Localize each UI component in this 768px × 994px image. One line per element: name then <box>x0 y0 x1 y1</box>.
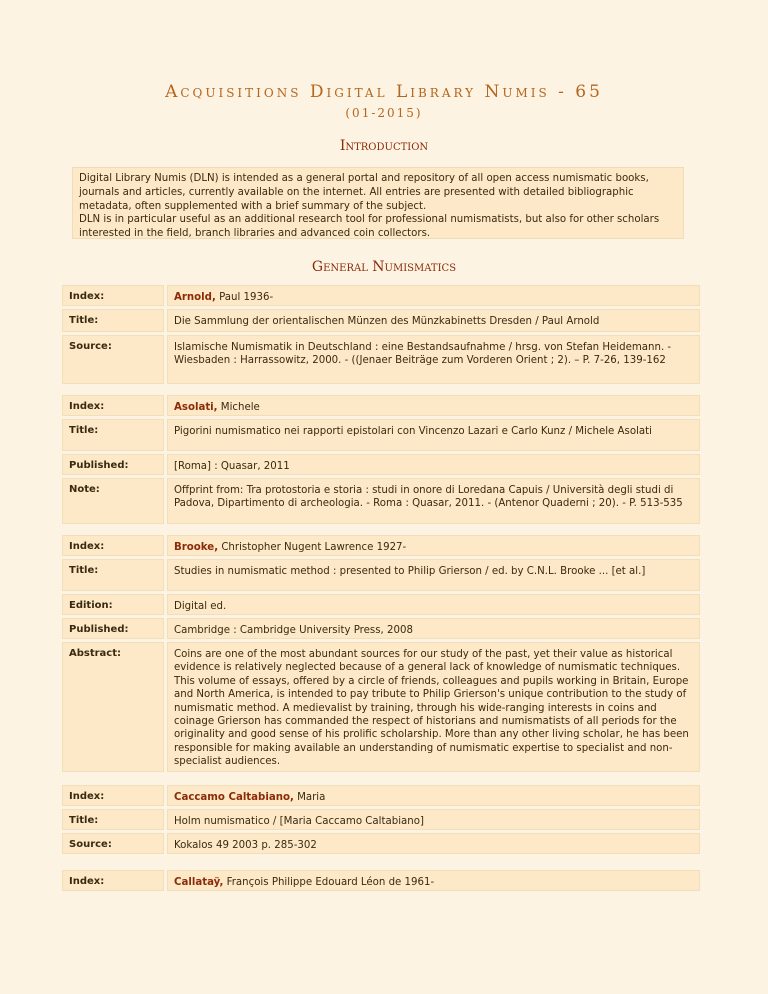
entry-row-title <box>62 559 700 591</box>
source-label: Source: <box>62 335 164 384</box>
section-heading: General Numismatics <box>311 259 457 275</box>
entry-row-index <box>62 535 700 556</box>
entry-row-edition <box>62 594 700 615</box>
author-surname: Brooke, <box>174 542 219 553</box>
note-value: Offprint from: Tra protostoria e storia : studi in onore di Loredana Capuis / Università degli studi di Padova, Dipartimento di archeologia. - Roma : Quasar, 2011. - (Antenor Quaderni ; 20). - P. 513-535 <box>167 478 700 524</box>
page-subtitle: (01-2015) <box>345 106 423 120</box>
intro-paragraph: Digital Library Numis (DLN) is intended as a general portal and repository of all open access numismatic books, journals and articles, currently available on the internet. All entries are presented with detailed bibliographic metadata, often supplemented with a brief summary of the subject. <box>79 173 649 212</box>
index-label: Index: <box>62 785 164 806</box>
title-label: Title: <box>62 559 164 591</box>
abstract-label: Abstract: <box>62 642 164 772</box>
index-label: Index: <box>62 395 164 416</box>
title-value: Holm numismatico / [Maria Caccamo Caltabiano] <box>167 809 700 830</box>
author-given: Christopher Nugent Lawrence 1927- <box>218 542 407 553</box>
entry-row-source <box>62 833 700 854</box>
edition-label: Edition: <box>62 594 164 615</box>
index-label: Index: <box>62 870 164 891</box>
page-title: Acquisitions Digital Library Numis - 65 <box>165 82 603 102</box>
title-label: Title: <box>62 419 164 451</box>
entry-row-title <box>62 309 700 332</box>
title-value: Pigorini numismatico nei rapporti epistolari con Vincenzo Lazari e Carlo Kunz / Michele Asolati <box>167 419 700 451</box>
author-given: François Philippe Edouard Léon de 1961- <box>223 877 435 888</box>
intro-paragraph: DLN is in particular useful as an additional research tool for professional numismatists, but also for other scholars interested in the field, branch libraries and advanced coin collectors. <box>79 214 660 240</box>
author-given: Paul 1936- <box>215 292 274 303</box>
intro-heading: Introduction <box>339 138 429 154</box>
index-value <box>167 395 700 416</box>
published-value: Cambridge : Cambridge University Press, 2008 <box>167 618 700 639</box>
author-surname: Caccamo Caltabiano, <box>174 792 294 803</box>
entry-row-published <box>62 454 700 475</box>
author-given: Michele <box>217 402 260 413</box>
entry-row-index <box>62 395 700 416</box>
index-value <box>167 285 700 306</box>
title-label: Title: <box>62 309 164 332</box>
index-label: Index: <box>62 285 164 306</box>
entry-row-abstract <box>62 642 700 772</box>
published-value: [Roma] : Quasar, 2011 <box>167 454 700 475</box>
source-label: Source: <box>62 833 164 854</box>
edition-value: Digital ed. <box>167 594 700 615</box>
index-value <box>167 870 700 891</box>
published-label: Published: <box>62 618 164 639</box>
source-value: Kokalos 49 2003 p. 285-302 <box>167 833 700 854</box>
entry-row-index <box>62 785 700 806</box>
intro-box <box>72 167 684 239</box>
title-value: Die Sammlung der orientalischen Münzen des Münzkabinetts Dresden / Paul Arnold <box>167 309 700 332</box>
author-surname: Callataÿ, <box>174 877 224 888</box>
entry-row-title <box>62 419 700 451</box>
entry-row-title <box>62 809 700 830</box>
entry-row-index <box>62 285 700 306</box>
index-label: Index: <box>62 535 164 556</box>
entry-row-note <box>62 478 700 524</box>
author-surname: Arnold, <box>174 292 216 303</box>
title-label: Title: <box>62 809 164 830</box>
title-value: Studies in numismatic method : presented to Philip Grierson / ed. by C.N.L. Brooke ... [et al.] <box>167 559 700 591</box>
published-label: Published: <box>62 454 164 475</box>
entry-row-index <box>62 870 700 891</box>
entry-row-source <box>62 335 700 384</box>
author-surname: Asolati, <box>174 402 218 413</box>
index-value <box>167 785 700 806</box>
abstract-value: Coins are one of the most abundant sources for our study of the past, yet their value as historical evidence is relatively neglected because of a general lack of knowledge of numismatic techniques. This volume of essays, offered by a circle of friends, colleagues and pupils working in Britain, Europe and North America, is intended to pay tribute to Philip Grierson's unique contribution to the study of numismatic method. A medievalist by training, through his wide-ranging interests in coins and coinage Grierson has commanded the respect of historians and numismatists of all periods for the originality and good sense of his prolific scholarship. More than any other living scholar, he has been responsible for making available an understanding of numismatic expertise to specialist and non-specialist audiences. <box>167 642 700 772</box>
author-given: Maria <box>293 792 326 803</box>
note-label: Note: <box>62 478 164 524</box>
index-value <box>167 535 700 556</box>
entry-row-published <box>62 618 700 639</box>
source-value: Islamische Numismatik in Deutschland : eine Bestandsaufnahme / hrsg. von Stefan Heidemann. - Wiesbaden : Harrassowitz, 2000. - ((Jenaer Beiträge zum Vorderen Orient ; 2). – P. 7-26, 139-162 <box>167 335 700 384</box>
